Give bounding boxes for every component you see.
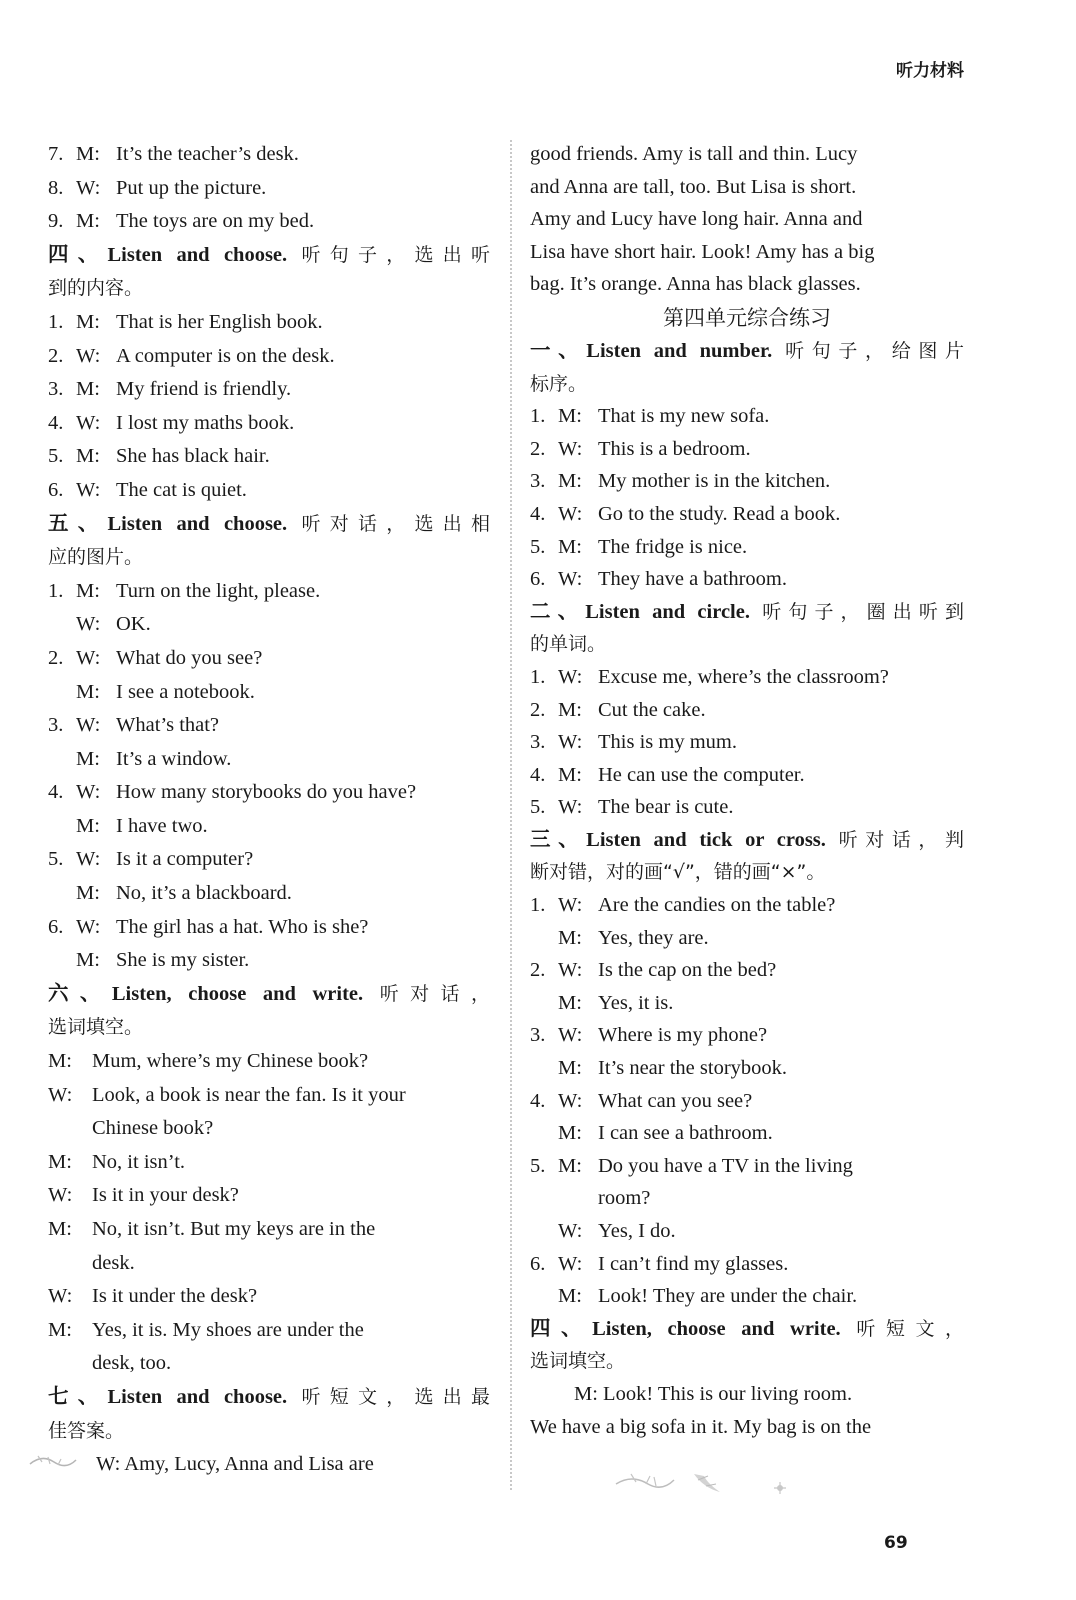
section-heading-cont: 标序。 bbox=[530, 372, 588, 395]
dialog-line: M: I have two. bbox=[76, 814, 208, 837]
list-item: 4. W: Go to the study. Read a book. bbox=[530, 502, 841, 525]
column-divider bbox=[510, 140, 512, 1490]
passage-line: W: Amy, Lucy, Anna and Lisa are bbox=[96, 1453, 374, 1476]
dialog-line: M: She is my sister. bbox=[76, 949, 250, 972]
passage-line: Amy and Lucy have long hair. Anna and bbox=[530, 208, 863, 231]
passage-line: Lisa have short hair. Look! Amy has a big bbox=[530, 240, 875, 263]
list-item: 5. M: The fridge is nice. bbox=[530, 535, 748, 558]
list-item: 3. M: My mother is in the kitchen. bbox=[530, 470, 831, 493]
section-heading: 四、Listen and choose. 听句子，选出听 bbox=[48, 243, 490, 266]
dialog-line: 1. W: Are the candies on the table? bbox=[530, 894, 836, 917]
section-heading: 四、Listen, choose and write. 听短文， bbox=[530, 1317, 964, 1340]
left-column bbox=[48, 138, 490, 1482]
page-number: 69 bbox=[884, 1533, 908, 1553]
section-heading-cont: 应的图片。 bbox=[48, 546, 144, 569]
list-item: 4. W: I lost my maths book. bbox=[48, 411, 295, 434]
list-item: 5. M: She has black hair. bbox=[48, 445, 270, 468]
section-heading-cont: 选词填空。 bbox=[530, 1350, 626, 1373]
dialog-line: 2. W: What do you see? bbox=[48, 646, 263, 669]
dialog-line: 4. W: How many storybooks do you have? bbox=[48, 781, 417, 804]
section-heading: 三、Listen and tick or cross. 听对话，判 bbox=[530, 828, 964, 851]
dialog-line: M: Yes, it is. My shoes are under the bbox=[48, 1318, 364, 1341]
section-heading: 一、Listen and number. 听句子，给图片 bbox=[530, 339, 964, 362]
dialog-line: 5. M: Do you have a TV in the living bbox=[530, 1154, 853, 1177]
dialog-line: M: I see a notebook. bbox=[76, 680, 255, 703]
list-item: 4. M: He can use the computer. bbox=[530, 763, 805, 786]
dialog-line: 4. W: What can you see? bbox=[530, 1089, 753, 1112]
leaf-ornament-icon bbox=[28, 1452, 78, 1476]
dialog-line: M: It’s a window. bbox=[76, 747, 232, 770]
dialog-line: M: Mum, where’s my Chinese book? bbox=[48, 1050, 369, 1073]
passage-line: good friends. Amy is tall and thin. Lucy bbox=[530, 143, 858, 165]
dialog-line-cont: desk, too. bbox=[92, 1352, 172, 1375]
section-heading: 六、Listen, choose and write. 听对话， bbox=[48, 982, 490, 1005]
dialog-line: 2. W: Is the cap on the bed? bbox=[530, 959, 777, 982]
passage-line: M: Look! This is our living room. bbox=[574, 1382, 853, 1405]
dialog-line-cont: room? bbox=[598, 1187, 651, 1210]
dialog-line: W: OK. bbox=[76, 613, 151, 636]
dialog-line: M: Look! They are under the chair. bbox=[558, 1285, 858, 1308]
dialog-line: M: Yes, it is. bbox=[558, 991, 674, 1014]
dialog-line: M: No, it isn’t. bbox=[48, 1150, 186, 1173]
dialog-line: W: Look, a book is near the fan. Is it your bbox=[48, 1083, 406, 1106]
dialog-line: 3. W: Where is my phone? bbox=[530, 1024, 768, 1047]
right-column bbox=[530, 138, 964, 1443]
list-item: 7. M: It’s the teacher’s desk. bbox=[48, 143, 299, 165]
list-item: 2. W: A computer is on the desk. bbox=[48, 344, 335, 367]
section-heading-cont: 到的内容。 bbox=[48, 277, 144, 300]
dialog-line: 6. W: The girl has a hat. Who is she? bbox=[48, 915, 369, 938]
dialog-line: W: Is it under the desk? bbox=[48, 1285, 258, 1308]
section-heading-cont: 佳答案。 bbox=[48, 1419, 125, 1442]
list-item: 2. M: Cut the cake. bbox=[530, 698, 706, 721]
dialog-line: M: I can see a bathroom. bbox=[558, 1122, 773, 1145]
list-item: 9. M: The toys are on my bed. bbox=[48, 210, 315, 233]
dialog-line-cont: desk. bbox=[92, 1251, 135, 1274]
list-item: 2. W: This is a bedroom. bbox=[530, 437, 751, 460]
passage-line: We have a big sofa in it. My bag is on the bbox=[530, 1415, 872, 1438]
list-item: 3. W: This is my mum. bbox=[530, 731, 737, 754]
dialog-line: 3. W: What’s that? bbox=[48, 714, 220, 737]
section-heading-cont: 选词填空。 bbox=[48, 1016, 144, 1039]
dialog-line: 6. W: I can’t find my glasses. bbox=[530, 1252, 789, 1275]
dialog-line: 5. W: Is it a computer? bbox=[48, 848, 254, 871]
section-heading: 二、Listen and circle. 听句子，圈出听到 bbox=[530, 600, 964, 623]
unit-title: 第四单元综合练习 bbox=[663, 305, 831, 330]
section-heading-cont: 断对错，对的画“√”，错的画“×”。 bbox=[530, 861, 826, 884]
section-heading: 七、Listen and choose. 听短文，选出最 bbox=[48, 1385, 490, 1408]
floral-ornament-icon bbox=[612, 1466, 802, 1502]
dialog-line: W: Is it in your desk? bbox=[48, 1184, 239, 1207]
list-item: 1. M: That is my new sofa. bbox=[530, 405, 770, 428]
dialog-line-cont: Chinese book? bbox=[92, 1117, 214, 1140]
list-item: 8. W: Put up the picture. bbox=[48, 176, 267, 199]
list-item: 3. M: My friend is friendly. bbox=[48, 378, 292, 401]
page-header-title: 听力材料 bbox=[896, 61, 964, 81]
section-heading-cont: 的单词。 bbox=[530, 633, 607, 656]
dialog-line: W: Yes, I do. bbox=[558, 1220, 676, 1242]
dialog-line: 1. M: Turn on the light, please. bbox=[48, 579, 321, 602]
list-item: 1. W: Excuse me, where’s the classroom? bbox=[530, 665, 889, 688]
dialog-line: M: No, it’s a blackboard. bbox=[76, 882, 292, 905]
section-heading: 五、Listen and choose. 听对话，选出相 bbox=[48, 512, 490, 535]
dialog-line: M: No, it isn’t. But my keys are in the bbox=[48, 1218, 376, 1240]
dialog-line: M: Yes, they are. bbox=[558, 926, 709, 949]
list-item: 6. W: They have a bathroom. bbox=[530, 568, 787, 591]
list-item: 5. W: The bear is cute. bbox=[530, 796, 734, 819]
list-item: 1. M: That is her English book. bbox=[48, 310, 323, 333]
passage-line: and Anna are tall, too. But Lisa is short. bbox=[530, 175, 857, 198]
passage-line: bag. It’s orange. Anna has black glasses. bbox=[530, 273, 861, 296]
dialog-line: M: It’s near the storybook. bbox=[558, 1057, 788, 1080]
list-item: 6. W: The cat is quiet. bbox=[48, 478, 247, 501]
